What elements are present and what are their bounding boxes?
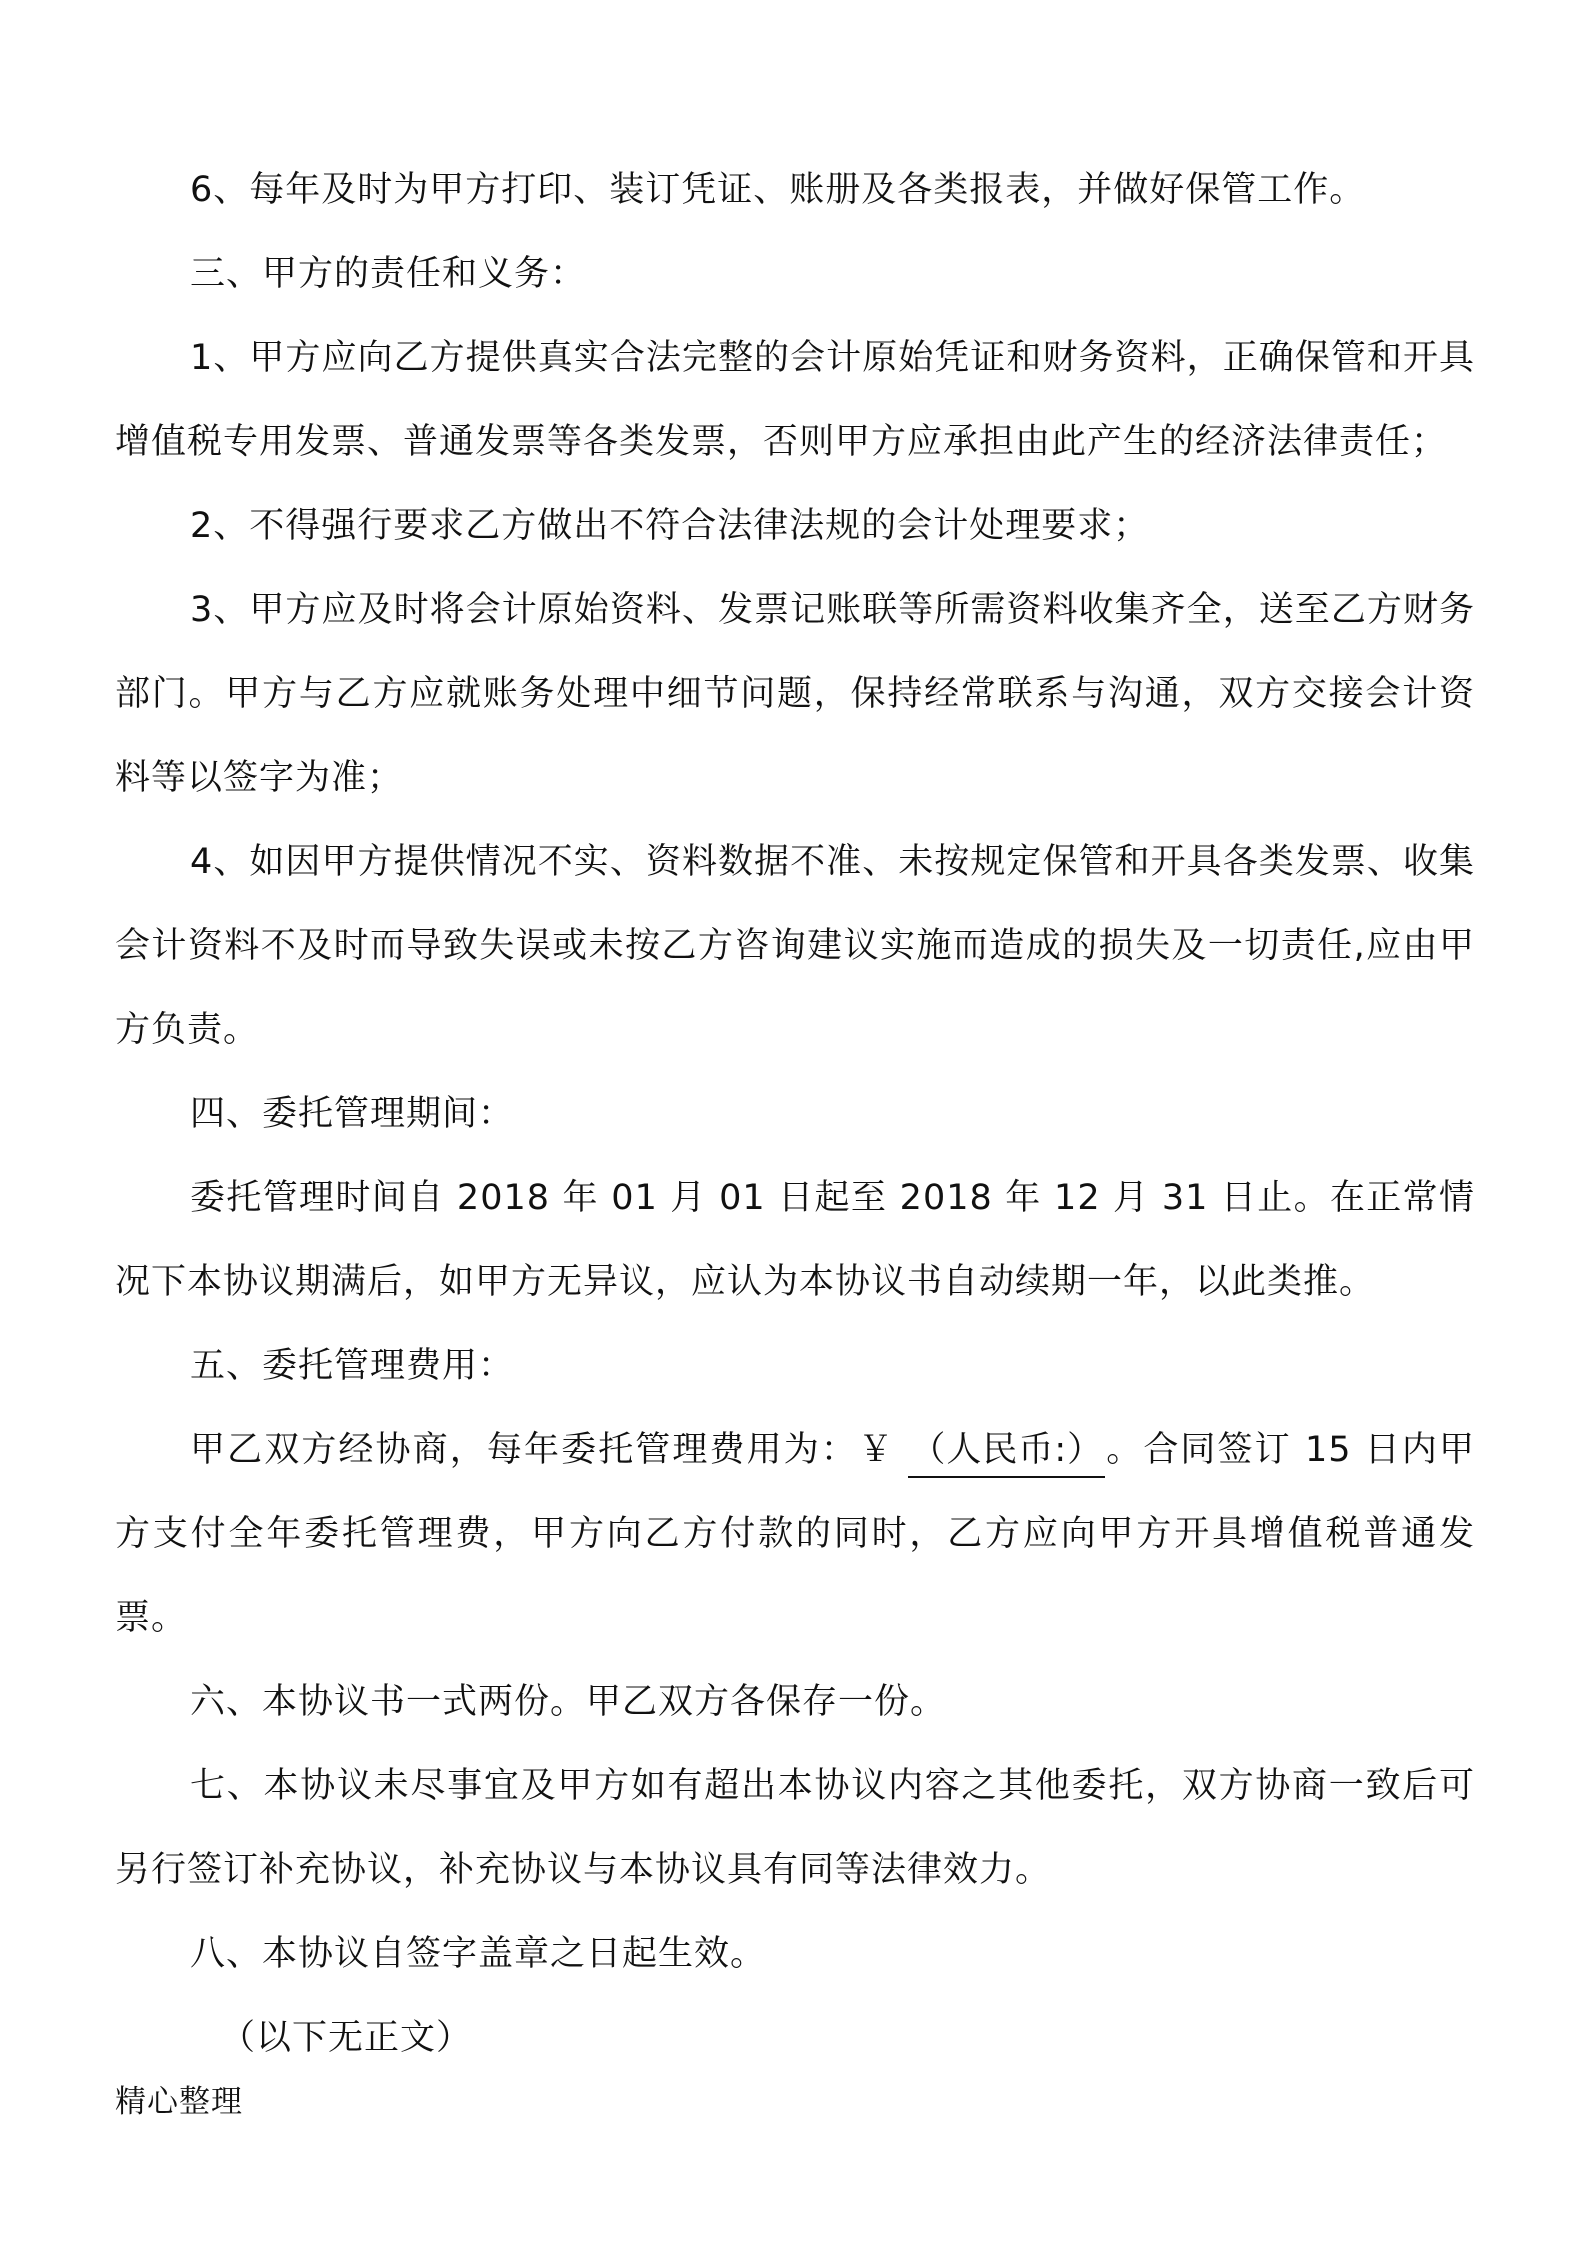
section-heading-4: 四、委托管理期间： bbox=[190, 1094, 515, 1134]
fee-text-after: 。合同签订 15 日内甲方支付全年委托管理费，甲方向乙方付款的同时，乙方应向甲方开具增值税普通发票。 bbox=[115, 1430, 1475, 1638]
section-heading-8: 八、本协议自签字盖章之日起生效。 bbox=[190, 1934, 767, 1974]
paragraph-item-2: 2、不得强行要求乙方做出不符合法律法规的会计处理要求； bbox=[190, 506, 1150, 546]
fee-text-before: 甲乙双方经协商，每年委托管理费用为：￥ bbox=[190, 1430, 909, 1470]
paragraph-fee bbox=[115, 1408, 1475, 1660]
document-body bbox=[115, 148, 1475, 2080]
section-heading-7: 七、本协议未尽事宜及甲方如有超出本协议内容之其他委托，双方协商一致后可另行签订补充协议，补充协议与本协议具有同等法律效力。 bbox=[115, 1766, 1475, 1890]
paragraph-item-6: 6、每年及时为甲方打印、装订凭证、账册及各类报表，并做好保管工作。 bbox=[190, 170, 1366, 210]
paragraph-item-1: 1、甲方应向乙方提供真实合法完整的会计原始凭证和财务资料，正确保管和开具增值税专用发票、普通发票等各类发票，否则甲方应承担由此产生的经济法律责任； bbox=[115, 338, 1475, 462]
section-heading-5: 五、委托管理费用： bbox=[190, 1346, 515, 1386]
fee-amount-blank: （人民币:） bbox=[908, 1424, 1105, 1478]
paragraph-item-3: 3、甲方应及时将会计原始资料、发票记账联等所需资料收集齐全，送至乙方财务部门。甲方与乙方应就账务处理中细节问题，保持经常联系与沟通，双方交接会计资料等以签字为准； bbox=[115, 590, 1475, 798]
footer-note: 精心整理 bbox=[115, 2084, 243, 2120]
section-heading-6: 六、本协议书一式两份。甲乙双方各保存一份。 bbox=[190, 1682, 947, 1722]
section-heading-3: 三、甲方的责任和义务： bbox=[190, 254, 587, 294]
paragraph-item-4: 4、如因甲方提供情况不实、资料数据不准、未按规定保管和开具各类发票、收集会计资料不及时而导致失误或未按乙方咨询建议实施而造成的损失及一切责任,应由甲方负责。 bbox=[115, 842, 1475, 1050]
paragraph-term: 委托管理时间自 2018 年 01 月 01 日起至 2018 年 12 月 31 日止。在正常情况下本协议期满后，如甲方无异议，应认为本协议书自动续期一年，以此类推。 bbox=[115, 1178, 1475, 1302]
end-of-text-note: （以下无正文） bbox=[220, 2018, 473, 2058]
